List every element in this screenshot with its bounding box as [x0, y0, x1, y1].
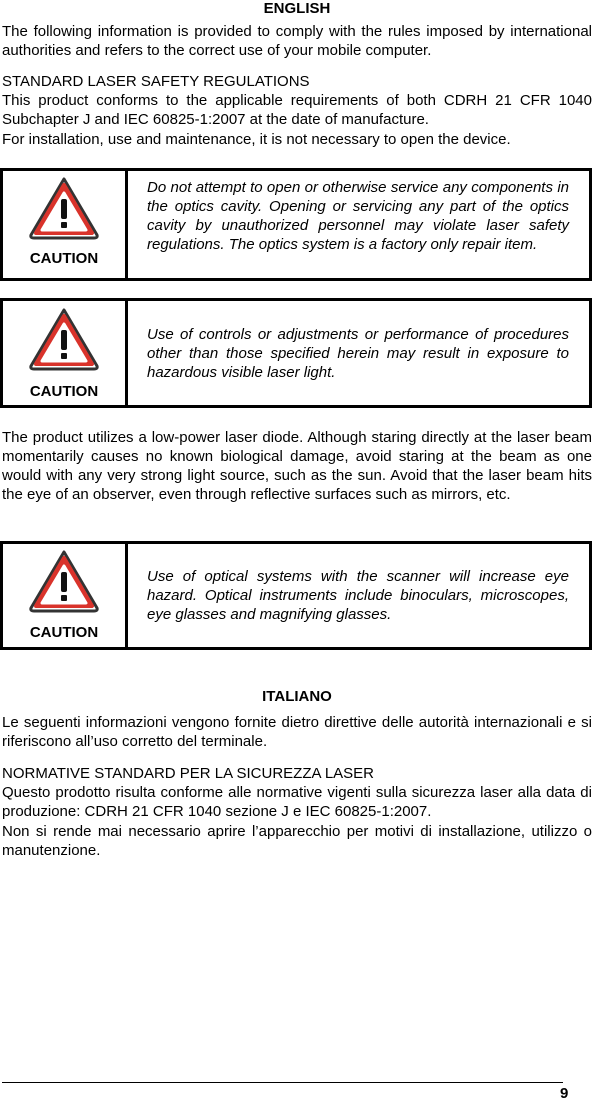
page-number: 9: [560, 1085, 569, 1102]
box-divider: [125, 171, 128, 278]
english-standard-paragraph: This product conforms to the applicable requirements of both CDRH 21 CFR 1040 Subchapter J and IEC 60825-1:2007 at the date of manufacture.: [2, 92, 592, 128]
italiano-maintenance-paragraph: Non si rende mai necessario aprire l’apparecchio per motivi di installazione, utilizzo o manutenzione.: [2, 823, 592, 859]
english-maintenance-paragraph: For installation, use and maintenance, it is not necessary to open the device.: [2, 131, 511, 148]
italiano-intro: Le seguenti informazioni vengono fornite dietro direttive delle autorità internazionali e si riferiscono all’uso corretto del terminale.: [2, 714, 592, 750]
warning-triangle-icon: [27, 306, 101, 372]
english-heading: ENGLISH: [263, 0, 331, 17]
caution-label: CAUTION: [29, 624, 99, 641]
box-divider: [125, 301, 128, 405]
italiano-standard-title: NORMATIVE STANDARD PER LA SICUREZZA LASER: [2, 765, 375, 782]
caution-text: Use of optical systems with the scanner will increase eye hazard. Optical instruments include binoculars, microscopes, eye glasses and magnifying glasses.: [147, 568, 569, 623]
caution-box-controls: [0, 298, 592, 408]
warning-triangle-icon: [27, 548, 101, 614]
italiano-standard-paragraph: Questo prodotto risulta conforme alle normative vigenti sulla sicurezza laser alla data di produzione: CDRH 21 CFR 1040 sezione J e IEC 60825-1:2007.: [2, 784, 592, 820]
caution-box-optical-systems: [0, 541, 592, 650]
english-intro: The following information is provided to comply with the rules imposed by international authorities and refers to the correct use of your mobile computer.: [2, 23, 592, 59]
caution-text: Use of controls or adjustments or performance of procedures other than those specified herein may result in exposure to hazardous visible laser light.: [147, 326, 569, 381]
italiano-heading: ITALIANO: [262, 688, 332, 705]
caution-label: CAUTION: [29, 250, 99, 267]
english-standard-title: STANDARD LASER SAFETY REGULATIONS: [2, 73, 310, 90]
caution-box-optics: [0, 168, 592, 281]
laser-diode-paragraph: The product utilizes a low-power laser diode. Although staring directly at the laser beam momentarily causes no known biological damage, avoid staring at the beam as one would with any very strong light source, such as the sun. Avoid that the laser beam hits the eye of an observer, even through reflective surfaces such as mirrors, etc.: [2, 429, 592, 503]
footer-rule: [2, 1082, 563, 1083]
warning-triangle-icon: [27, 175, 101, 241]
box-divider: [125, 544, 128, 647]
caution-label: CAUTION: [29, 383, 99, 400]
caution-text: Do not attempt to open or otherwise service any components in the optics cavity. Opening or servicing any part of the optics cavity by unauthorized personnel may violate laser safety regulations. The optics system is a factory only repair item.: [147, 179, 569, 253]
